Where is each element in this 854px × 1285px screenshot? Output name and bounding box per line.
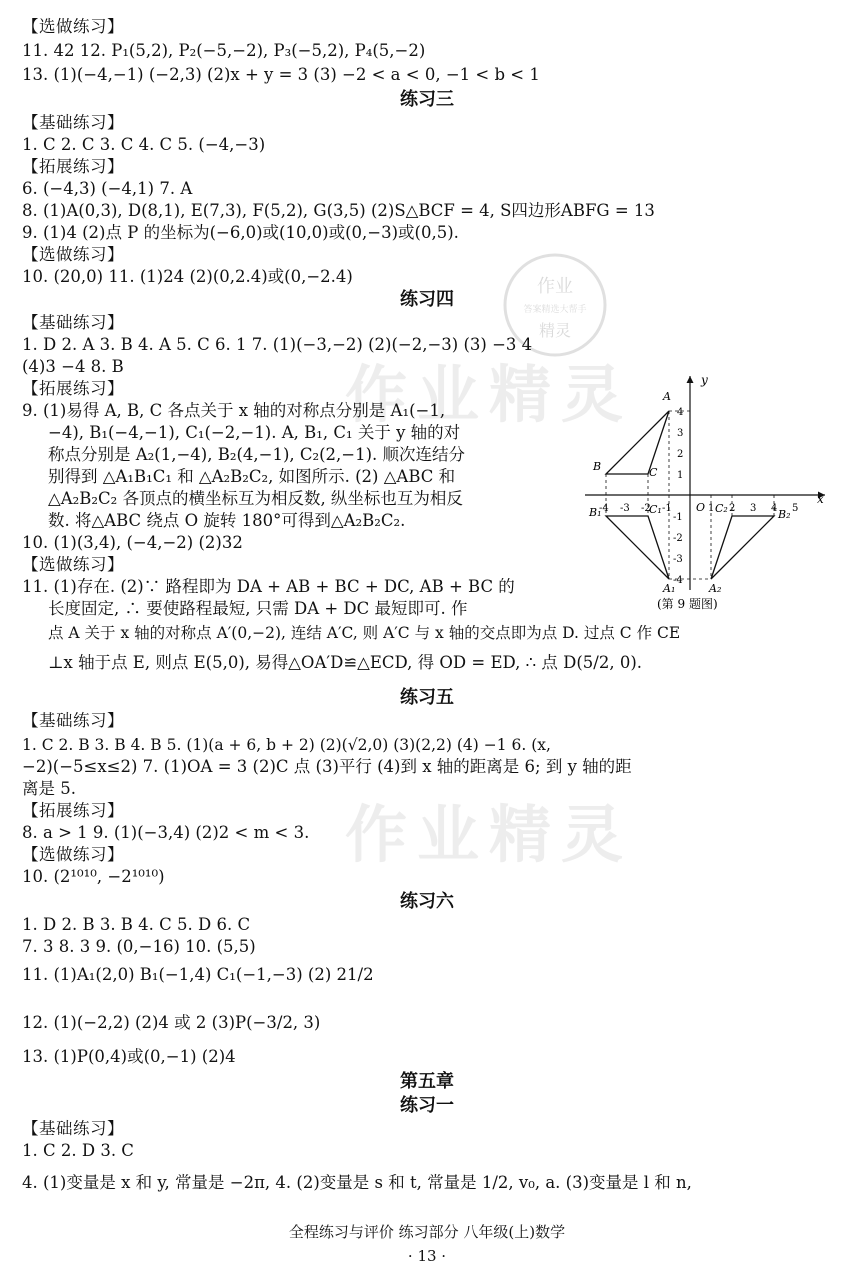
label-b2: B₂	[778, 508, 791, 521]
answer-line: 9. (1)4 (2)点 P 的坐标为(−6,0)或(10,0)或(0,−3)或(0,5).	[22, 223, 459, 242]
x-tick: 1	[708, 503, 715, 514]
x-tick: -1	[662, 503, 672, 514]
answer-line: 1. D 2. B 3. B 4. C 5. D 6. C	[22, 915, 251, 934]
section-tag: 【拓展练习】	[22, 801, 124, 820]
label-c1: C₁	[649, 503, 662, 516]
answer-line: 数. 将△ABC 绕点 O 旋转 180°可得到△A₂B₂C₂.	[48, 511, 406, 530]
answer-line: 1. D 2. A 3. B 4. A 5. C 6. 1 7. (1)(−3,−2) (2)(−2,−3) (3) −3 4	[22, 335, 533, 354]
x-tick: 5	[792, 503, 799, 514]
y-tick: 3	[677, 428, 684, 439]
section-tag: 【基础练习】	[22, 1119, 124, 1138]
answer-line: △A₂B₂C₂ 各顶点的横坐标互为相反数, 纵坐标也互为相反	[48, 489, 463, 508]
section-tag: 【选做练习】	[22, 555, 124, 574]
chapter-title: 第五章	[400, 1071, 454, 1092]
answer-line: 长度固定, ∴ 要使路程最短, 只需 DA + DC 最短即可. 作	[48, 599, 468, 618]
answer-line: 1. C 2. D 3. C	[22, 1141, 134, 1160]
answer-line: 8. a > 1 9. (1)(−3,4) (2)2 < m < 3.	[22, 823, 310, 842]
x-tick: -2	[641, 503, 651, 514]
y-axis-label: y	[701, 373, 708, 387]
section-tag: 【基础练习】	[22, 313, 124, 332]
answer-line: 11. (1)A₁(2,0) B₁(−1,4) C₁(−1,−3) (2) 21/2	[22, 965, 374, 984]
footer-text: 全程练习与评价 练习部分 八年级(上)数学	[288, 1223, 566, 1241]
label-c: C	[649, 466, 658, 479]
vertex-labels	[588, 390, 791, 595]
y-ticks	[673, 407, 683, 586]
y-tick: -3	[673, 554, 683, 565]
answer-line: 7. 3 8. 3 9. (0,−16) 10. (5,5)	[22, 937, 256, 956]
exercise-title: 练习一	[400, 1095, 454, 1116]
x-tick: -4	[599, 503, 609, 514]
exercise-title: 练习三	[400, 89, 454, 110]
watermark-text-1: 作业精灵	[345, 358, 634, 431]
answer-line: 别得到 △A₁B₁C₁ 和 △A₂B₂C₂, 如图所示. (2) △ABC 和	[48, 467, 456, 486]
coordinate-figure	[585, 370, 835, 615]
stamp-top-text: 作业	[537, 276, 573, 297]
triangle-abc	[606, 411, 669, 474]
page-number: · 13 ·	[407, 1247, 447, 1265]
exercise-title: 练习四	[400, 289, 454, 310]
triangle-a1b1c1	[606, 516, 669, 579]
answer-line: 8. (1)A(0,3), D(8,1), E(7,3), F(5,2), G(3,5) (2)S△BCF = 4, S四边形ABFG = 13	[22, 201, 655, 220]
x-tick: 3	[750, 503, 757, 514]
label-b1: B₁	[589, 506, 602, 519]
section-tag: 【拓展练习】	[22, 379, 124, 398]
label-a2: A₂	[709, 582, 722, 595]
x-tick: -3	[620, 503, 630, 514]
exercise-title: 练习五	[400, 687, 454, 708]
answer-line: ⊥x 轴于点 E, 则点 E(5,0), 易得△OA′D≌△ECD, 得 OD = ED, ∴ 点 D(5/2, 0).	[48, 653, 643, 672]
y-tick: -1	[673, 512, 683, 523]
label-b: B	[593, 460, 602, 473]
answer-line: −4), B₁(−4,−1), C₁(−2,−1). A, B₁, C₁ 关于 y 轴的对	[48, 423, 461, 442]
origin-label: O	[696, 501, 706, 514]
section-tag: 【选做练习】	[22, 845, 124, 864]
answer-line: 11. 42 12. P₁(5,2), P₂(−5,−2), P₃(−5,2), P₄(5,−2)	[22, 41, 426, 60]
y-tick: 4	[677, 407, 684, 418]
y-tick: -2	[673, 533, 683, 544]
answer-line: 10. (20,0) 11. (1)24 (2)(0,2.4)或(0,−2.4)	[22, 267, 353, 286]
label-c2: C₂	[715, 502, 728, 515]
x-axis-label: x	[817, 492, 824, 506]
watermark-text-2: 作业精灵	[345, 798, 634, 871]
answer-line: 1. C 2. B 3. B 4. B 5. (1)(a + 6, b + 2) (2)(√2,0) (3)(2,2) (4) −1 6. (x,	[22, 736, 551, 754]
figure-caption: (第 9 题图)	[657, 597, 718, 611]
triangle-a2b2c2	[711, 516, 774, 579]
x-tick: 4	[771, 503, 778, 514]
section-tag: 【基础练习】	[22, 113, 124, 132]
section-tag: 【基础练习】	[22, 711, 124, 730]
exercise-title: 练习六	[400, 891, 454, 912]
label-a1: A₁	[663, 582, 676, 595]
answer-line: 6. (−4,3) (−4,1) 7. A	[22, 179, 193, 198]
answer-line: 离是 5.	[22, 779, 76, 798]
stamp-mid-text: 答案精选大帮手	[523, 305, 587, 315]
answer-line: 13. (1)P(0,4)或(0,−1) (2)4	[22, 1047, 236, 1066]
y-tick: -4	[673, 575, 683, 586]
stamp-bottom-text: 精灵	[538, 321, 572, 340]
answer-line: 1. C 2. C 3. C 4. C 5. (−4,−3)	[22, 135, 266, 154]
answer-line: 11. (1)存在. (2)∵ 路程即为 DA + AB + BC + DC, AB + BC 的	[22, 577, 515, 596]
answer-line: 点 A 关于 x 轴的对称点 A′(0,−2), 连结 A′C, 则 A′C 与 x 轴的交点即为点 D. 过点 C 作 CE	[48, 624, 681, 642]
answer-line: −2)(−5≤x≤2) 7. (1)OA = 3 (2)C 点 (3)平行 (4)到 x 轴的距离是 6; 到 y 轴的距	[22, 757, 632, 776]
answer-line: 10. (1)(3,4), (−4,−2) (2)32	[22, 533, 243, 552]
y-tick: 2	[677, 449, 684, 460]
answer-line: 10. (2¹⁰¹⁰, −2¹⁰¹⁰)	[22, 867, 165, 886]
answer-line: 9. (1)易得 A, B, C 各点关于 x 轴的对称点分别是 A₁(−1,	[22, 401, 446, 420]
answer-line: 13. (1)(−4,−1) (−2,3) (2)x + y = 3 (3) −2 < a < 0, −1 < b < 1	[22, 65, 540, 84]
section-tag: 【选做练习】	[22, 245, 124, 264]
answer-line: (4)3 −4 8. B	[22, 357, 124, 376]
answer-line: 12. (1)(−2,2) (2)4 或 2 (3)P(−3/2, 3)	[22, 1013, 321, 1032]
answer-line: 4. (1)变量是 x 和 y, 常量是 −2π, 4. (2)变量是 s 和 t, 常量是 1/2, v₀, a. (3)变量是 l 和 n,	[22, 1173, 692, 1192]
y-tick: 1	[677, 470, 684, 481]
x-tick: 2	[729, 503, 736, 514]
answer-line: 称点分别是 A₂(1,−4), B₂(4,−1), C₂(2,−1). 顺次连结分	[48, 445, 466, 464]
label-a: A	[663, 390, 671, 403]
section-tag: 【拓展练习】	[22, 157, 124, 176]
section-tag: 【选做练习】	[22, 17, 124, 36]
